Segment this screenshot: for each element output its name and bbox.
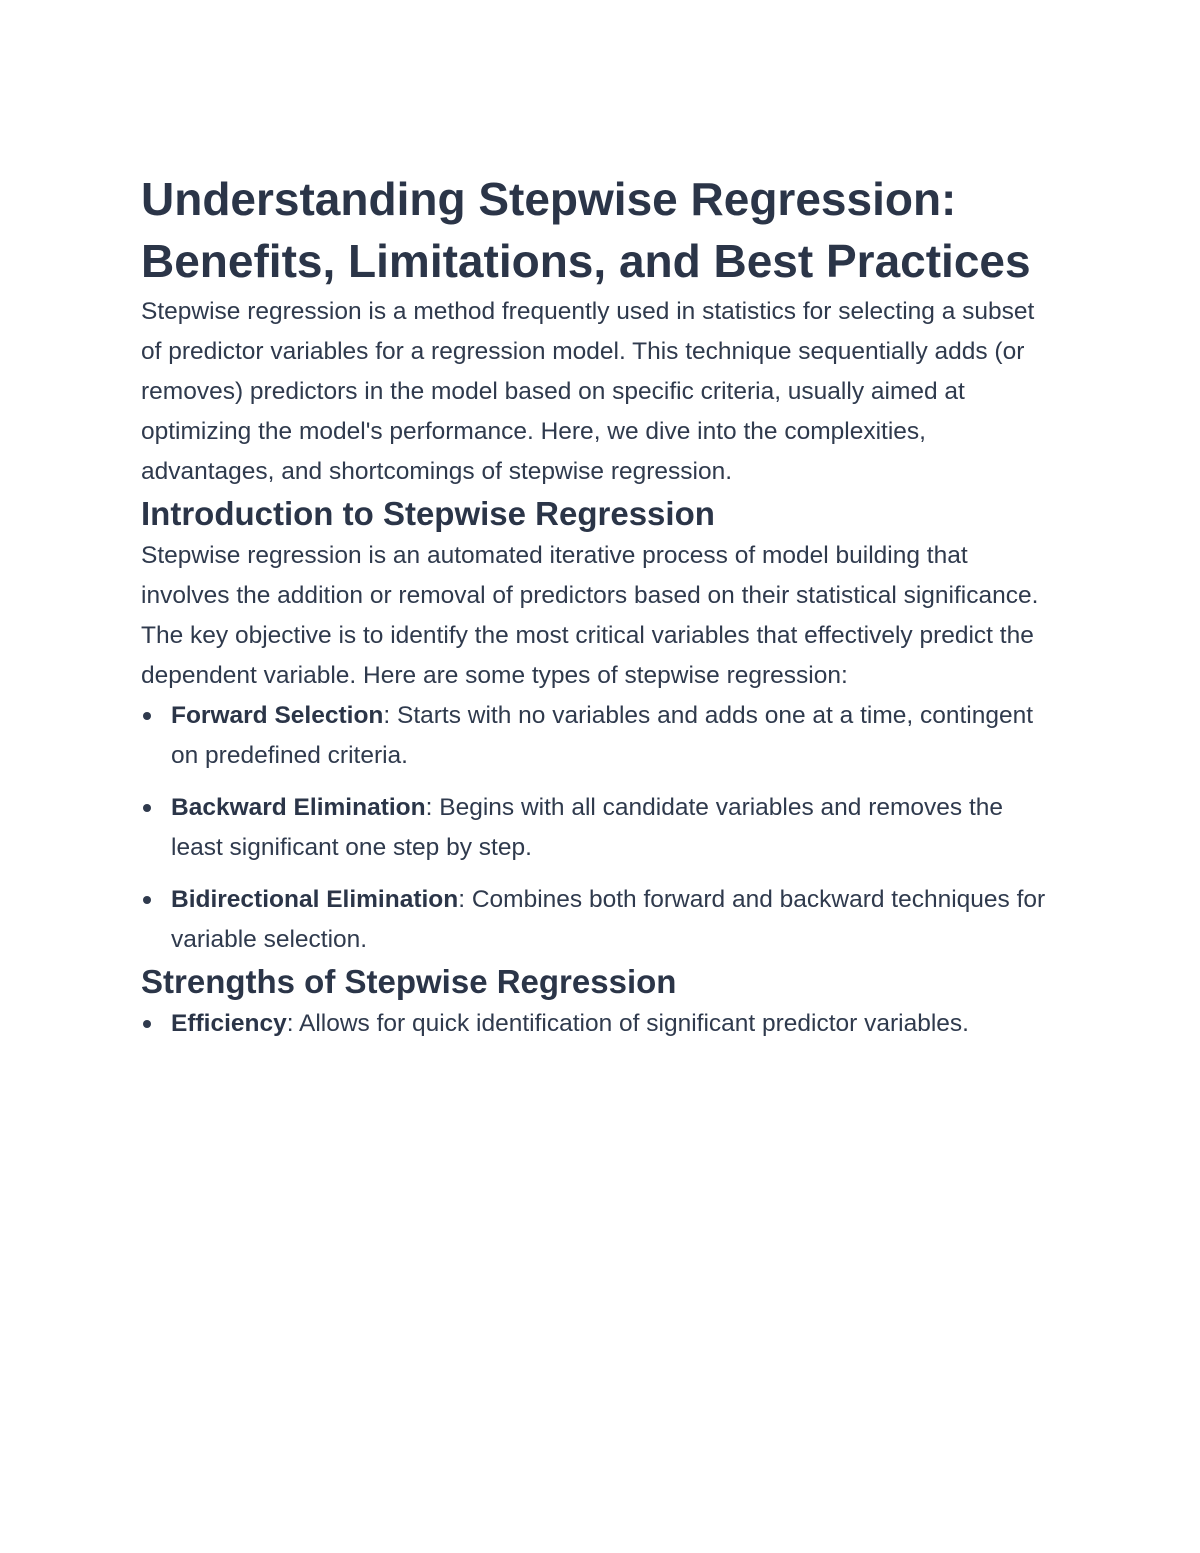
bullet-icon xyxy=(143,1020,151,1028)
list-item-text: : Combines both forward and backward techniques for variable selection. xyxy=(171,886,1046,953)
bullet-icon xyxy=(143,896,151,904)
list-item-backward-elimination xyxy=(141,788,1061,868)
bullet-icon xyxy=(143,712,151,720)
list-item-text: : Allows for quick identification of significant predictor variables. xyxy=(286,1010,969,1037)
list-item-efficiency xyxy=(141,1004,1061,1044)
stepwise-types-list xyxy=(141,696,1061,960)
intro-paragraph: Stepwise regression is a method frequently used in statistics for selecting a subset of predictor variables for a regression model. This technique sequentially adds (or removes) predictors in the model based on specific criteria, usually aimed at optimizing the model's performance. Here, we dive into the complexities, advantages, and shortcomings of stepwise regression. xyxy=(141,298,1035,485)
document-page xyxy=(141,168,1061,1044)
list-item-bidirectional-elimination xyxy=(141,880,1061,960)
introduction-paragraph: Stepwise regression is an automated iterative process of model building that involves the addition or removal of predictors based on their statistical significance. The key objective is to identify the most critical variables that effectively predict the dependent variable. Here are some types of stepwise regression: xyxy=(141,542,1039,689)
list-item-term: Bidirectional Elimination xyxy=(171,886,459,913)
list-item-text: : Starts with no variables and adds one at a time, contingent on predefined criteria. xyxy=(171,702,1034,769)
section-heading-introduction: Introduction to Stepwise Regression xyxy=(141,495,715,532)
list-item-term: Forward Selection xyxy=(171,702,384,729)
list-item-term: Efficiency xyxy=(171,1010,287,1037)
list-item-text: : Begins with all candidate variables and removes the least significant one step by step. xyxy=(171,794,1004,861)
section-heading-strengths: Strengths of Stepwise Regression xyxy=(141,963,677,1000)
list-item-term: Backward Elimination xyxy=(171,794,426,821)
bullet-icon xyxy=(143,804,151,812)
strengths-list xyxy=(141,1004,1061,1044)
document-title: Understanding Stepwise Regression: Benefits, Limitations, and Best Practices xyxy=(141,173,1031,287)
list-item-forward-selection xyxy=(141,696,1061,776)
